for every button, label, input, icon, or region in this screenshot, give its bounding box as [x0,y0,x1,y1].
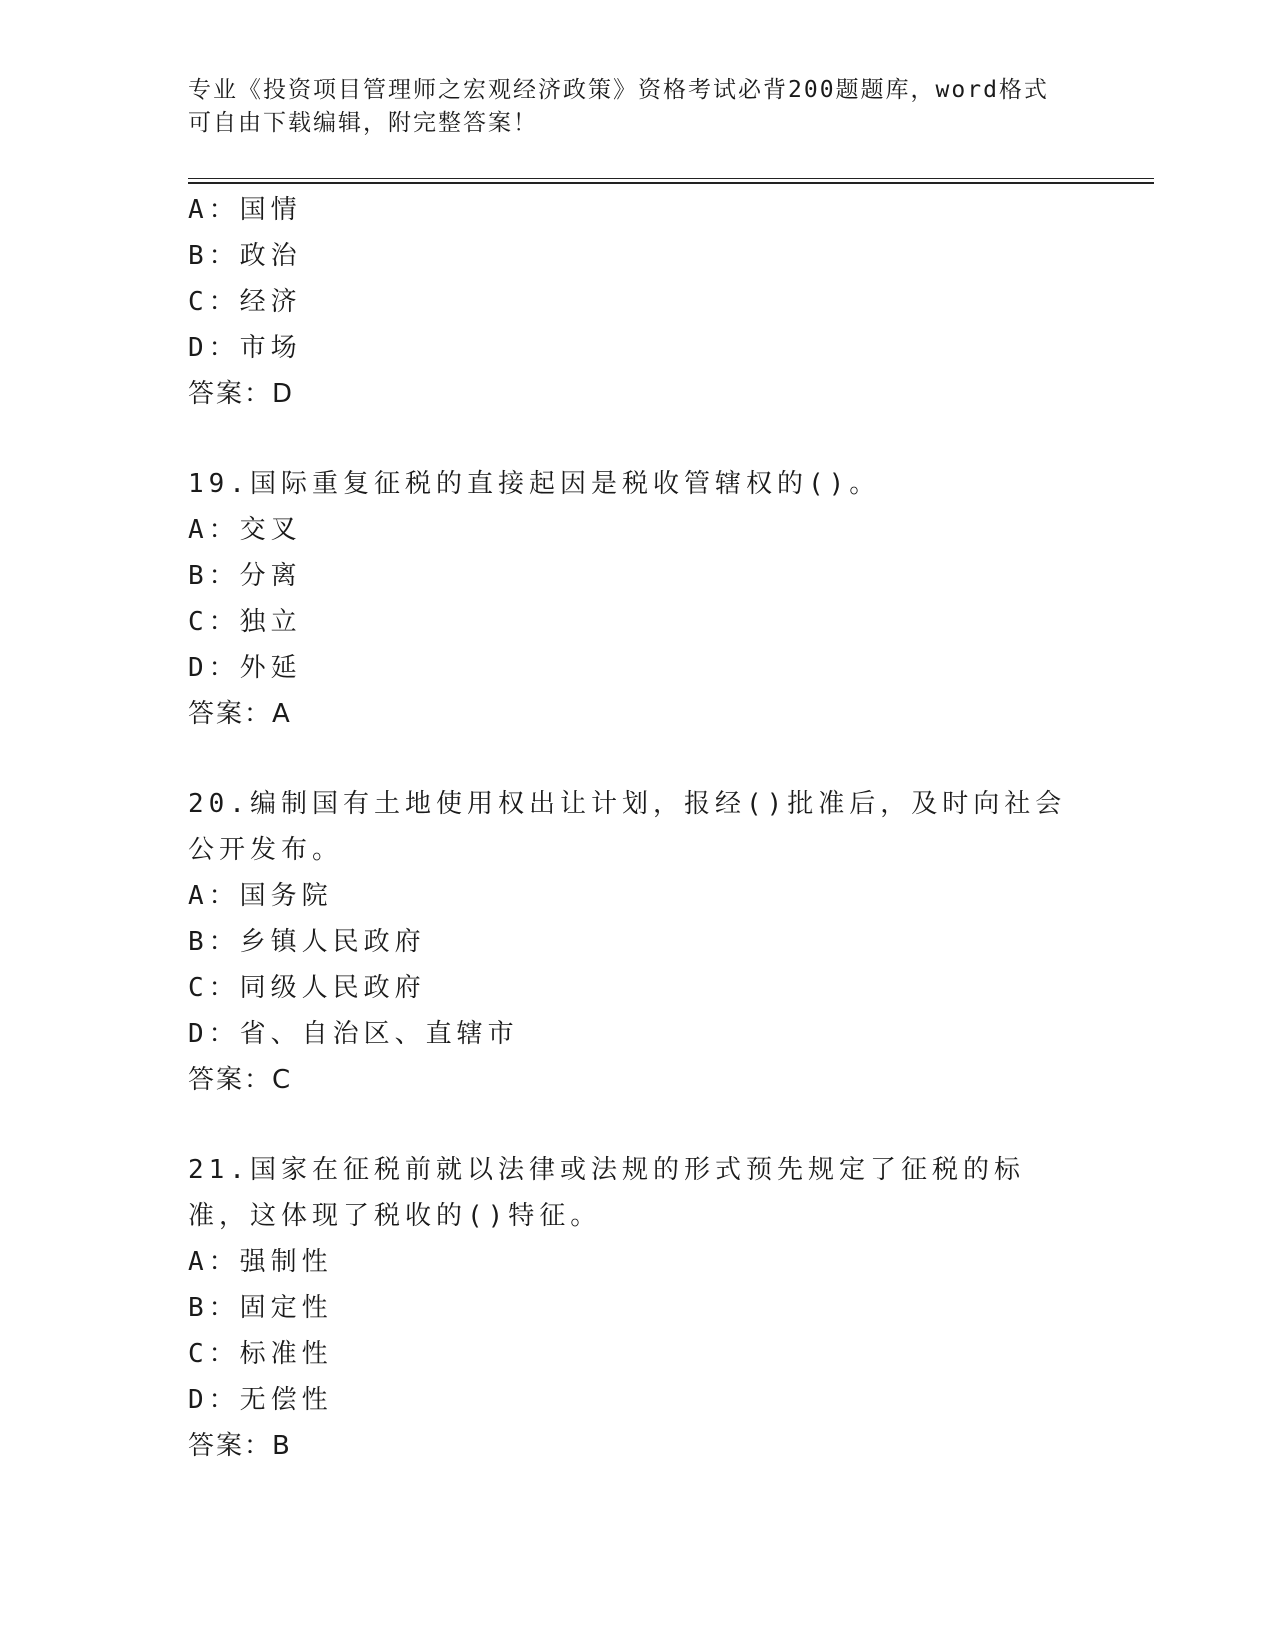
answer: 答案：C [188,1065,293,1095]
option-label: B： [188,927,240,957]
answer: 答案：B [188,1431,292,1461]
option-d [188,1377,1088,1423]
option-c [188,1331,1088,1377]
option-label: D： [188,1385,240,1415]
header-rule-thick [188,182,1154,184]
option-text: 强制性 [239,1247,333,1277]
option-text: 市场 [239,333,302,363]
option-b [188,1285,1088,1331]
option-label: A： [188,1247,240,1277]
option-label: D： [188,653,240,683]
option-text: 无偿性 [239,1385,333,1415]
question-block-21 [188,1147,1088,1469]
question-stem: 19.国际重复征税的直接起因是税收管辖权的()。 [188,469,881,499]
option-label: C： [188,607,240,637]
question-block-19 [188,461,1088,737]
option-d [188,325,1088,371]
option-d [188,1011,1088,1057]
answer: 答案：D [188,379,295,409]
option-text: 政治 [239,241,302,271]
option-a [188,873,1088,919]
option-c [188,279,1088,325]
option-label: B： [188,561,240,591]
option-text: 同级人民政府 [239,973,426,1003]
option-b [188,553,1088,599]
option-label: A： [188,881,240,911]
option-b [188,919,1088,965]
option-text: 独立 [239,607,302,637]
option-a [188,187,1088,233]
option-c [188,965,1088,1011]
option-text: 经济 [239,287,302,317]
question-block-20 [188,781,1088,1103]
option-text: 外延 [239,653,302,683]
option-text: 交叉 [239,515,302,545]
option-label: C： [188,1339,240,1369]
answer: 答案：A [188,699,292,729]
option-label: A： [188,515,240,545]
option-text: 省、自治区、直辖市 [239,1019,519,1049]
option-text: 乡镇人民政府 [239,927,426,957]
option-text: 固定性 [239,1293,333,1323]
option-label: D： [188,333,240,363]
question-stem: 20.编制国有土地使用权出让计划，报经()批准后，及时向社会公开发布。 [188,789,1067,865]
question-stem: 21.国家在征税前就以法律或法规的形式预先规定了征税的标准，这体现了税收的()特征。 [188,1155,1025,1231]
option-label: B： [188,1293,240,1323]
option-label: B： [188,241,240,271]
option-a [188,1239,1088,1285]
option-d [188,645,1088,691]
option-label: C： [188,973,240,1003]
option-label: C： [188,287,240,317]
question-block-18 [188,187,1088,417]
option-text: 标准性 [239,1339,333,1369]
document-header: 专业《投资项目管理师之宏观经济政策》资格考试必背200题题库，word格式可自由下载编辑，附完整答案！ [188,77,1049,136]
option-label: A： [188,195,240,225]
option-text: 国务院 [239,881,333,911]
option-text: 国情 [239,195,302,225]
option-label: D： [188,1019,240,1049]
option-b [188,233,1088,279]
question-list [188,187,1088,1469]
option-a [188,507,1088,553]
option-text: 分离 [239,561,302,591]
option-c [188,599,1088,645]
header-rule-thin [188,178,1154,179]
